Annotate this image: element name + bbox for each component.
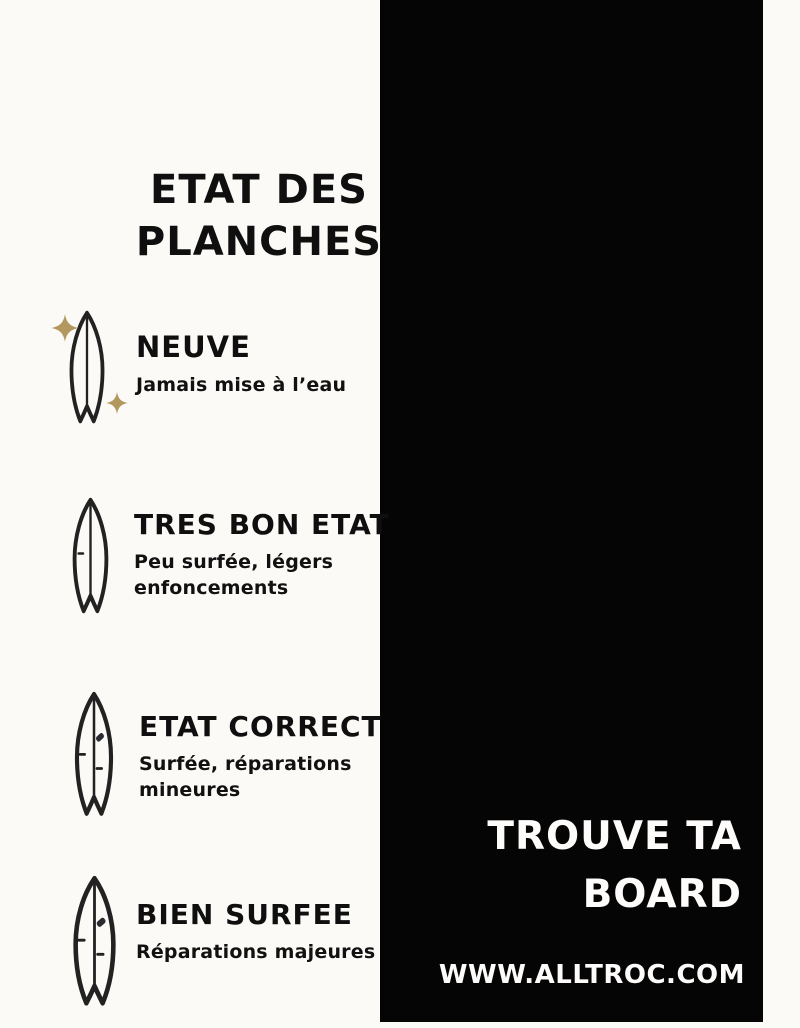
- condition-description: Peu surfée, légers enfoncements: [134, 551, 334, 599]
- tagline: [400, 808, 742, 924]
- sparkle-icon: [51, 314, 79, 342]
- condition-item-bien-surfee: [136, 898, 375, 965]
- condition-description: Réparations majeures: [136, 941, 376, 963]
- condition-label: NEUVE: [136, 330, 251, 364]
- surfboard-heavy-wear-icon: [69, 875, 120, 1011]
- condition-item-etat-correct: [139, 710, 382, 803]
- sparkle-icon: [106, 392, 128, 414]
- condition-label: ETAT CORRECT: [139, 710, 382, 743]
- condition-description: Jamais mise à l’eau: [136, 374, 347, 396]
- condition-item-neuve: [136, 330, 346, 398]
- surfboard-repaired-icon: [71, 691, 117, 821]
- condition-label: TRES BON ETAT: [134, 508, 390, 541]
- website-url: WWW.ALLTROC.COM: [438, 960, 745, 990]
- surfboard-new-icon: [66, 310, 108, 428]
- page-title-line1: ETAT DES: [150, 167, 368, 213]
- tagline-line1: TROUVE TA: [487, 814, 742, 859]
- condition-item-tres-bon-etat: [134, 508, 390, 601]
- page-title: [114, 164, 404, 268]
- condition-label: BIEN SURFEE: [136, 898, 353, 931]
- tagline-line2: BOARD: [582, 872, 742, 917]
- surfboard-light-wear-icon: [69, 497, 112, 618]
- condition-description: Surfée, réparations mineures: [139, 753, 352, 801]
- page-title-line2: PLANCHES: [135, 219, 383, 265]
